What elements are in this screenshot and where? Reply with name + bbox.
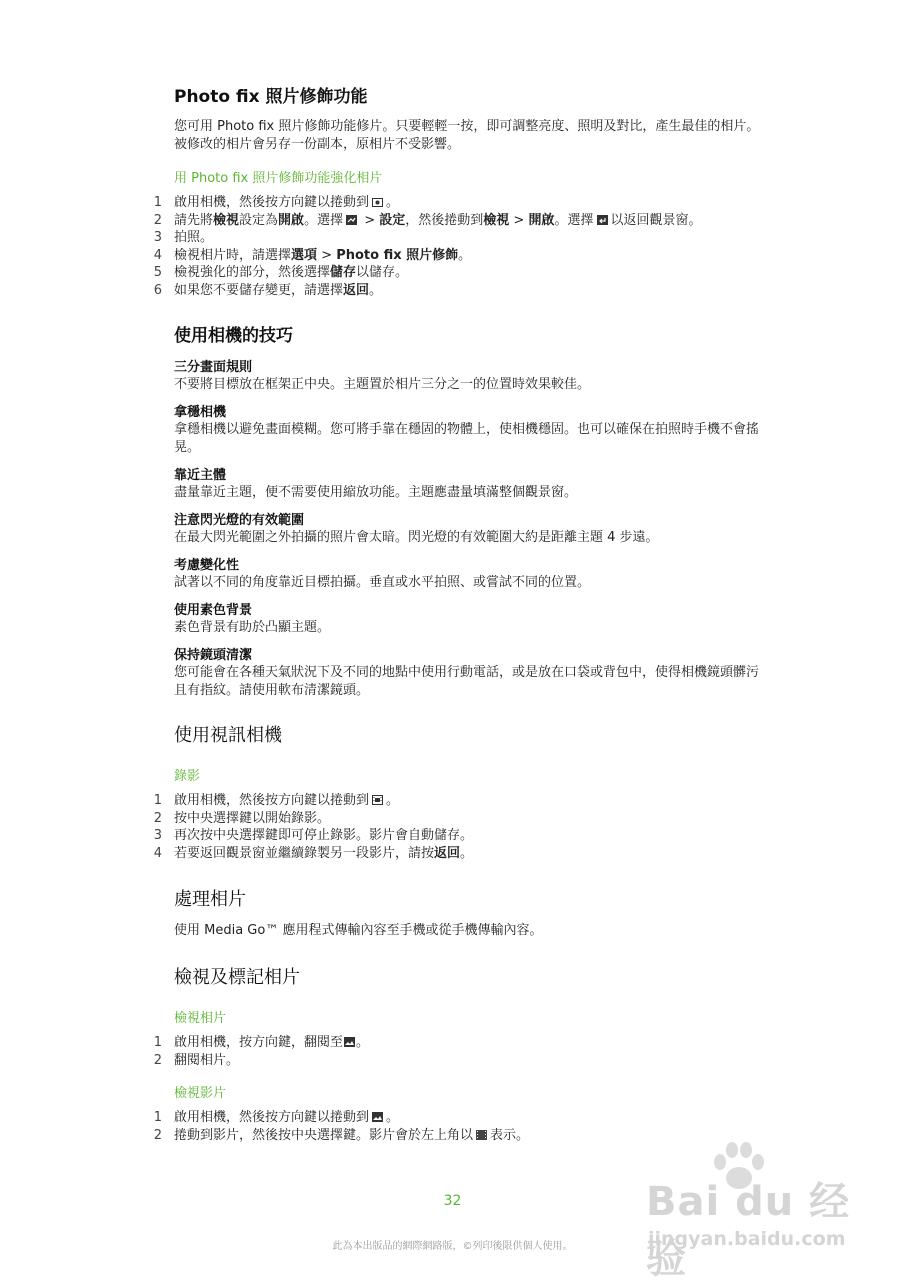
- list-item: 2 請先將檢視設定為開啟。選擇 > 設定，然後捲動到檢視 > 開啟。選擇 以返回觀景窗。: [153, 212, 702, 228]
- camera-icon: [372, 197, 383, 207]
- tips-title: 使用相機的技巧: [174, 326, 293, 346]
- photofix-subtitle: 用 Photo fix 照片修飾功能強化相片: [174, 171, 383, 186]
- list-item: 2 翻閱相片。: [153, 1052, 240, 1068]
- view-photos-steps: [153, 1034, 764, 1069]
- back-icon: [597, 215, 608, 225]
- video-steps: [153, 792, 764, 862]
- page-content: [153, 86, 764, 1144]
- list-item: 1 啟用相機，然後按方向鍵以捲動到 。: [153, 195, 400, 210]
- video-indicator-icon: [476, 1130, 487, 1140]
- tip-item: 拿穩相機 拿穩相機以避免畫面模糊。您可將手靠在穩固的物體上，使相機穩固。也可以確保在拍照時手機不會搖晃。: [174, 405, 760, 455]
- tip-item: 靠近主體 盡量靠近主題，便不需要使用縮放功能。主題應盡量填滿整個觀景窗。: [174, 468, 578, 500]
- video-camera-icon: [372, 795, 383, 805]
- photofix-title: Photo fix 照片修飾功能: [174, 87, 368, 107]
- list-item: 4 檢視相片時，請選擇選項 > Photo fix 照片修飾。: [153, 247, 472, 263]
- photofix-intro: 您可用 Photo fix 照片修飾功能修片。只要輕輕一按，即可調整亮度、照明及對比，產生最佳的相片。被修改的相片會另存一份副本，原相片不受影響。: [174, 119, 760, 152]
- list-item: 2 按中央選擇鍵以開始錄影。: [153, 810, 331, 826]
- video-subtitle: 錄影: [174, 769, 201, 784]
- tip-item: 三分畫面規則 不要將目標放在框架正中央。主題置於相片三分之一的位置時效果較佳。: [174, 360, 591, 392]
- list-item: 1 啟用相機，按方向鍵，翻閱至 。: [153, 1035, 370, 1050]
- photofix-steps: [153, 194, 764, 299]
- page-number: 32: [443, 1193, 462, 1209]
- list-item: 2 捲動到影片，然後按中央選擇鍵。影片會於左上角以 表示。: [153, 1127, 530, 1143]
- list-item: 4 若要返回觀景窗並繼續錄製另一段影片，請按返回。: [153, 845, 474, 861]
- list-item: 3 再次按中央選擇鍵即可停止錄影。影片會自動儲存。: [153, 828, 474, 843]
- view-videos-steps: [153, 1109, 764, 1144]
- view-videos-subtitle: 檢視影片: [174, 1086, 227, 1101]
- list-item: 6 如果您不要儲存變更，請選擇返回。: [153, 282, 383, 298]
- tip-item: 考慮變化性 試著以不同的角度靠近目標拍攝。垂直或水平拍照、或嘗試不同的位置。: [174, 558, 591, 590]
- handle-body: 使用 Media Go™ 應用程式傳輸內容至手機或從手機傳輸內容。: [174, 923, 543, 938]
- tip-item: 保持鏡頭清潔 您可能會在各種天氣狀況下及不同的地點中使用行動電話，或是放在口袋或背包中，使得相機鏡頭髒污且有指紋。請使用軟布清潔鏡頭。: [174, 648, 760, 698]
- view-photos-subtitle: 檢視相片: [174, 1011, 227, 1026]
- tip-item: 使用素色背景 素色背景有助於凸顯主題。: [174, 603, 331, 635]
- watermark-url: jingyan.baidu.com: [648, 1228, 846, 1250]
- album-icon: [344, 1037, 355, 1047]
- album-icon: [372, 1112, 383, 1122]
- list-item: 5 檢視強化的部分，然後選擇儲存以儲存。: [153, 265, 409, 280]
- settings-menu-icon: [346, 215, 357, 225]
- tip-item: 注意閃光燈的有效範圍 在最大閃光範圍之外拍攝的照片會太暗。閃光燈的有效範圍大約是距離主題 4 步遠。: [174, 513, 659, 545]
- list-item: 3 拍照。: [153, 230, 214, 245]
- tips-list: [174, 359, 764, 700]
- watermark-text: Bai du 经验: [646, 1179, 851, 1282]
- video-title: 使用視訊相機: [174, 725, 282, 746]
- handle-title: 處理相片: [174, 889, 246, 910]
- list-item: 1 啟用相機，然後按方向鍵以捲動到 。: [153, 793, 400, 808]
- list-item: 1 啟用相機，然後按方向鍵以捲動到 。: [153, 1110, 400, 1125]
- view-title: 檢視及標記相片: [174, 967, 300, 988]
- footer-note: 此為本出版品的網際網路版，©列印後限供個人使用。: [332, 1241, 573, 1252]
- watermark: [636, 1140, 866, 1282]
